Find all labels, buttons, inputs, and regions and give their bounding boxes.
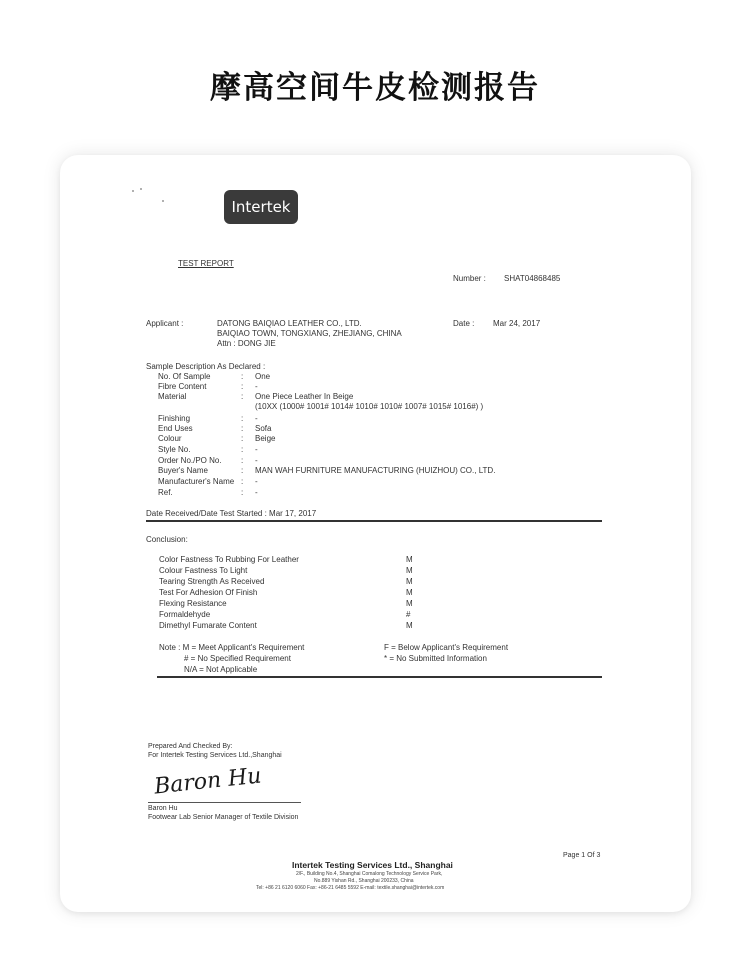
sample-label: Ref. xyxy=(158,488,173,497)
colon: : xyxy=(241,424,244,433)
colon: : xyxy=(241,372,244,381)
note-line: # = No Specified Requirement xyxy=(184,654,291,663)
colon: : xyxy=(241,477,244,486)
test-name: Tearing Strength As Received xyxy=(159,577,265,586)
sample-value: MAN WAH FURNITURE MANUFACTURING (HUIZHOU) CO., LTD. xyxy=(255,466,496,475)
note-line: N/A = Not Applicable xyxy=(184,665,258,674)
sample-value: - xyxy=(255,445,258,454)
conclusion-label: Conclusion: xyxy=(146,535,188,544)
test-name: Color Fastness To Rubbing For Leather xyxy=(159,555,299,564)
sample-label: Style No. xyxy=(158,445,191,454)
footer-address: 2/F., Building No.4, Shanghai Comalong Technology Service Park, xyxy=(296,871,443,877)
note-line: * = No Submitted Information xyxy=(384,654,487,663)
sample-label: Order No./PO No. xyxy=(158,456,222,465)
test-result: M xyxy=(406,599,413,608)
number-label: Number : xyxy=(453,274,486,283)
sample-value: Beige xyxy=(255,434,276,443)
sample-value: - xyxy=(255,414,258,423)
sample-value: - xyxy=(255,488,258,497)
scan-speck xyxy=(162,200,164,202)
colon: : xyxy=(241,414,244,423)
note-line: F = Below Applicant's Requirement xyxy=(384,643,509,652)
sample-value: Sofa xyxy=(255,424,272,433)
test-report-document xyxy=(60,155,691,912)
signature: Baron Hu xyxy=(152,763,263,800)
note-line: Note : M = Meet Applicant's Requirement xyxy=(159,643,305,652)
colon: : xyxy=(241,466,244,475)
test-result: M xyxy=(406,577,413,586)
scan-speck xyxy=(140,188,142,190)
test-result: M xyxy=(406,555,413,564)
signer-title: Footwear Lab Senior Manager of Textile Division xyxy=(148,814,299,821)
test-name: Flexing Resistance xyxy=(159,599,227,608)
signer-name: Baron Hu xyxy=(148,805,178,812)
sample-value: - xyxy=(255,382,258,391)
sample-label: Material xyxy=(158,392,187,401)
colon: : xyxy=(241,382,244,391)
sample-label: Buyer's Name xyxy=(158,466,208,475)
sample-value: One xyxy=(255,372,271,381)
intertek-logo: Intertek xyxy=(224,190,298,224)
page-title: 摩高空间牛皮检测报告 xyxy=(210,70,540,106)
date-received: Date Received/Date Test Started : Mar 17, 2017 xyxy=(146,509,317,518)
sample-value: - xyxy=(255,456,258,465)
report-card xyxy=(60,155,691,912)
sample-label: Colour xyxy=(158,434,182,443)
test-result: M xyxy=(406,566,413,575)
test-result: M xyxy=(406,588,413,597)
test-name: Colour Fastness To Light xyxy=(159,566,248,575)
signature-line xyxy=(148,802,301,803)
applicant-line: Attn : DONG JIE xyxy=(217,339,276,348)
test-result: M xyxy=(406,621,413,630)
number-value: SHAT04868485 xyxy=(504,274,561,283)
sample-value: One Piece Leather In Beige xyxy=(255,392,354,401)
page-info: Page 1 Of 3 xyxy=(563,852,601,859)
colon: : xyxy=(241,392,244,401)
test-name: Formaldehyde xyxy=(159,610,211,619)
sample-label: Manufacturer's Name xyxy=(158,477,235,486)
date-value: Mar 24, 2017 xyxy=(493,319,541,328)
sample-heading: Sample Description As Declared : xyxy=(146,362,266,371)
test-result: # xyxy=(406,610,411,619)
footer-company: Intertek Testing Services Ltd., Shanghai xyxy=(292,860,453,870)
test-name: Dimethyl Fumarate Content xyxy=(159,621,257,630)
applicant-line: DATONG BAIQIAO LEATHER CO., LTD. xyxy=(217,319,362,328)
colon: : xyxy=(241,434,244,443)
sample-label: End Uses xyxy=(158,424,193,433)
colon: : xyxy=(241,488,244,497)
footer-address: No.889 Yishan Rd., Shanghai 200233, China xyxy=(314,878,414,884)
footer-contact: Tel: +86 21 6120 6060 Fax: +86-21 6485 5592 E-mail: textile.shanghai@intertek.com xyxy=(256,885,445,891)
sample-value: - xyxy=(255,477,258,486)
report-heading: TEST REPORT xyxy=(178,259,234,268)
prepared-line: For Intertek Testing Services Ltd.,Shanghai xyxy=(148,752,282,759)
scan-speck xyxy=(132,190,134,192)
applicant-label: Applicant : xyxy=(146,319,184,328)
sample-label: Finishing xyxy=(158,414,191,423)
sample-value: (10XX (1000# 1001# 1014# 1010# 1010# 1007# 1015# 1016#) ) xyxy=(255,402,484,411)
test-name: Test For Adhesion Of Finish xyxy=(159,588,258,597)
divider xyxy=(157,676,602,678)
sample-label: Fibre Content xyxy=(158,382,207,391)
colon: : xyxy=(241,456,244,465)
date-label: Date : xyxy=(453,319,475,328)
sample-label: No. Of Sample xyxy=(158,372,211,381)
applicant-line: BAIQIAO TOWN, TONGXIANG, ZHEJIANG, CHINA xyxy=(217,329,402,338)
prepared-line: Prepared And Checked By: xyxy=(148,743,233,750)
divider xyxy=(146,520,602,522)
colon: : xyxy=(241,445,244,454)
